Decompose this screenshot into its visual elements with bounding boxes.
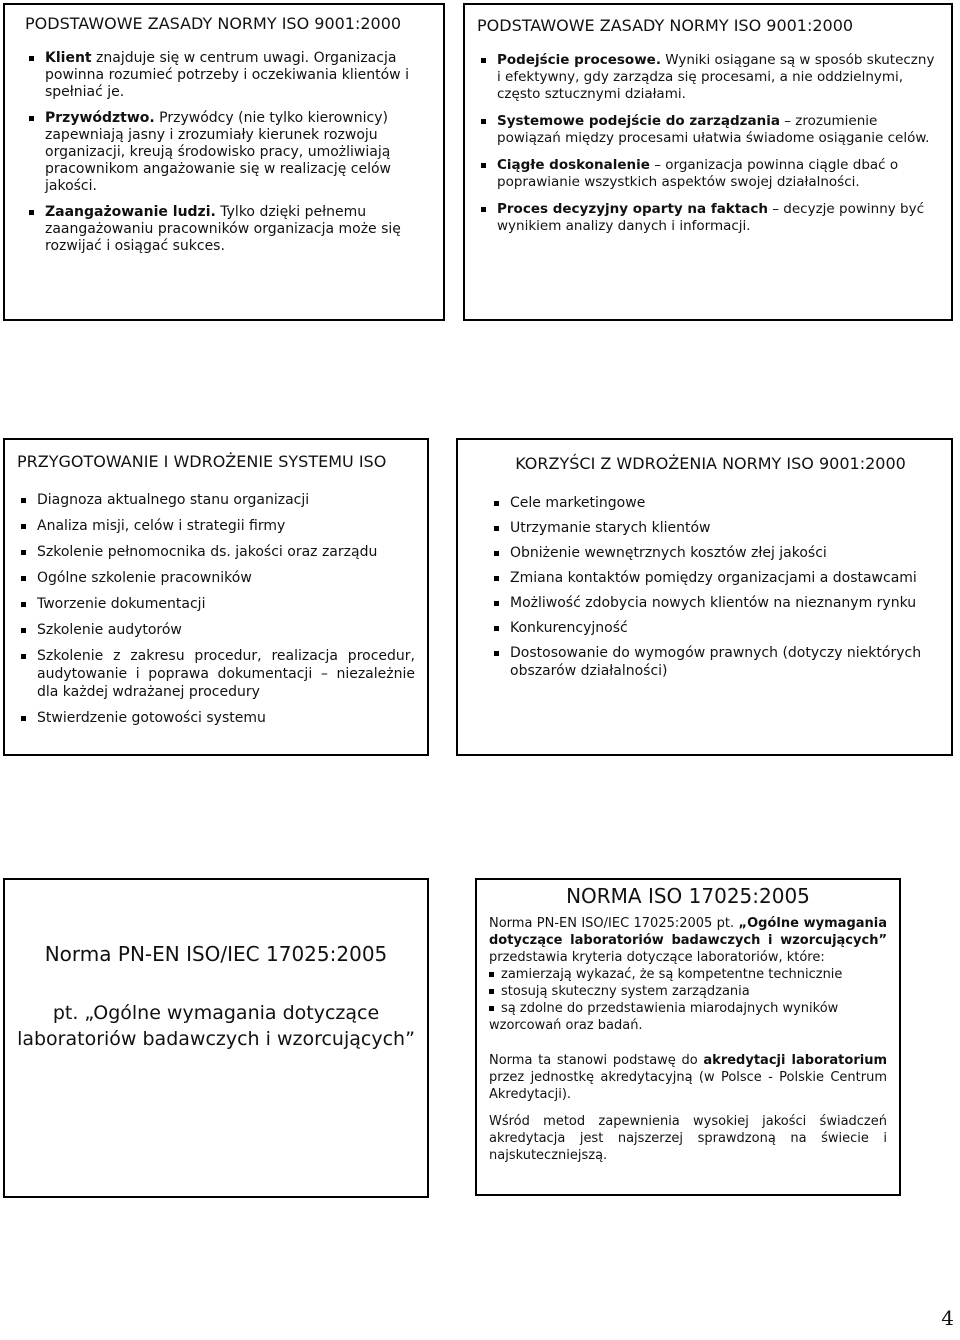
list-item [25,204,427,255]
item-text: Przywódcy (nie tylko kierownicy) zapewniają jasny i zrozumiały kierunek rozwoju organizacji, kreują środowisko pracy, umożliwiają pracownikom angażowanie się w realizację celów jakości. [45,110,392,194]
accreditation-paragraph [489,1052,887,1103]
list-item: Analiza misji, celów i strategii firmy [17,517,415,535]
item-lead: Systemowe podejście do zarządzania [497,113,780,129]
list-item: Możliwość zdobycia nowych klientów na nieznanym rynku [490,594,931,612]
list-item: Obniżenie wewnętrznych kosztów złej jakości [490,544,931,562]
item-text: znajduje się w centrum uwagi. Organizacja powinna rozumieć potrzeby i oczekiwania klientów i spełniać je. [45,50,409,100]
slide-2-title: PODSTAWOWE ZASADY NORMY ISO 9001:2000 [477,16,854,35]
methods-paragraph: Wśród metod zapewnienia wysokiej jakości świadczeń akredytacja jest najszerzej sprawdzoną na świecie i najskuteczniejszą. [489,1114,887,1163]
item-lead: Ciągłe doskonalenie [497,157,650,173]
list-item [477,157,935,191]
intro-text: Norma PN-EN ISO/IEC 17025:2005 pt. [489,916,739,931]
slide-1 [3,3,445,321]
list-item: Szkolenie z zakresu procedur, realizacja procedur, audytowanie i poprawa dokumentacji – niezależnie dla każdej wdrażanej procedury [17,647,415,701]
list-item [477,52,935,103]
item-text: – organizacja powinna ciągle dbać o poprawianie wszystkich aspektów swojej działalności. [497,157,899,190]
slide-6-title: NORMA ISO 17025:2005 [566,884,810,908]
list-item: zamierzają wykazać, że są kompetentne technicznie [489,966,887,983]
intro-text-end: przedstawia kryteria dotyczące laboratoriów, które: [489,950,825,965]
item-lead: Proces decyzyjny oparty na faktach [497,201,768,217]
list-item [477,201,935,235]
standard-name: Norma PN-EN ISO/IEC 17025:2005 [44,942,388,966]
list-item: Konkurencyjność [490,619,931,637]
item-text: Wyniki osiągane są w sposób skuteczny i efektywny, gdy zarządza się procesami, a nie oddzielnymi, często sztucznymi działami. [497,52,935,102]
item-lead: Klient [45,50,92,66]
list-item [25,50,427,101]
list-item: Dostosowanie do wymogów prawnych (dotyczy niektórych obszarów działalności) [490,644,931,680]
item-lead: Zaangażowanie ludzi. [45,204,216,220]
list-item [25,110,427,195]
list-continuation: wzorcowań oraz badań. [489,1018,643,1033]
slide-3 [3,438,429,756]
list-item: Utrzymanie starych klientów [490,519,931,537]
accreditation-text-end: przez jednostkę akredytacyjną (w Polsce - Polskie Centrum Akredytacji). [489,1070,887,1102]
slide-4 [456,438,953,756]
slide-6-list [489,966,887,1017]
slide-3-list [17,491,415,727]
page-number: 4 [941,1306,954,1330]
slide-3-title: PRZYGOTOWANIE I WDROŻENIE SYSTEMU ISO [17,452,387,471]
intro-paragraph [489,915,887,966]
accreditation-text: Norma ta stanowi podstawę do [489,1053,704,1068]
item-text: – decyzje powinny być wynikiem analizy danych i informacji. [497,201,925,234]
list-item: Stwierdzenie gotowości systemu [17,709,415,727]
slide-5 [3,878,429,1198]
slide-2 [463,3,953,321]
item-text: Tylko dzięki pełnemu zaangażowaniu pracowników organizacja może się rozwijać i osiągać sukces. [45,204,401,254]
list-item: stosują skuteczny system zarządzania [489,983,887,1000]
list-item: są zdolne do przedstawienia miarodajnych wyników [489,1000,887,1017]
list-item: Cele marketingowe [490,494,931,512]
slide-6 [475,878,901,1196]
slide-1-list [25,50,427,255]
item-lead: Podejście procesowe. [497,52,661,68]
accreditation-bold: akredytacji laboratorium [703,1053,887,1068]
list-item: Szkolenie audytorów [17,621,415,639]
list-item: Zmiana kontaktów pomiędzy organizacjami a dostawcami [490,569,931,587]
item-lead: Przywództwo. [45,110,155,126]
slide-4-title: KORZYŚCI Z WDROŻENIA NORMY ISO 9001:2000 [515,454,906,473]
item-text: – zrozumienie powiązań między procesami ułatwia świadome osiąganie celów. [497,113,930,146]
list-item: Ogólne szkolenie pracowników [17,569,415,587]
list-item: Diagnoza aktualnego stanu organizacji [17,491,415,509]
list-item: Szkolenie pełnomocnika ds. jakości oraz zarządu [17,543,415,561]
slide-2-list [477,52,935,235]
list-item: Tworzenie dokumentacji [17,595,415,613]
slide-1-title: PODSTAWOWE ZASADY NORMY ISO 9001:2000 [25,14,402,33]
intro-bold: „Ogólne wymagania dotyczące laboratoriów badawczych i wzorcujących” [489,916,888,948]
list-item [477,113,935,147]
standard-subtitle: pt. „Ogólne wymagania dotyczące laboratoriów badawczych i wzorcujących” [17,1002,415,1050]
slide-4-list [490,494,931,680]
